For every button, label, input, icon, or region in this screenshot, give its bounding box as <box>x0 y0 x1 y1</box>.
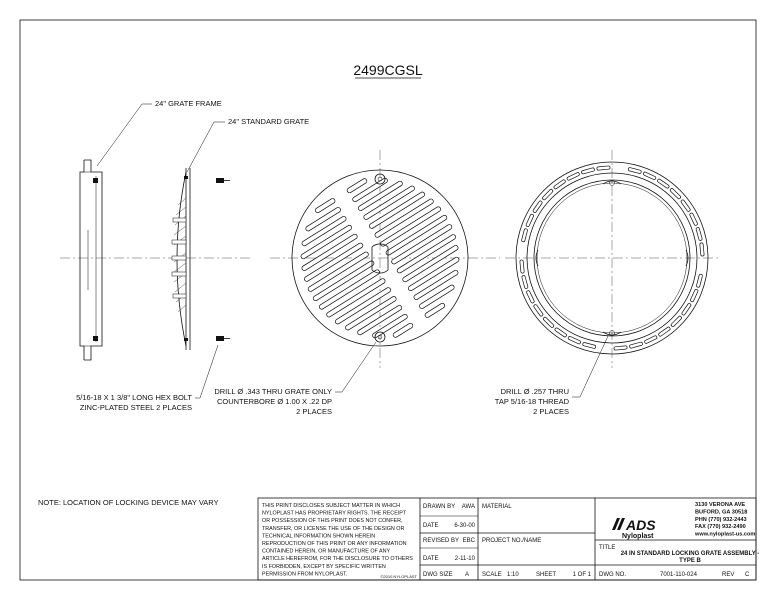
grate-slot <box>361 184 400 209</box>
svg-text:7001-110-024: 7001-110-024 <box>660 572 697 578</box>
disclaimer-line: CONTAINED HEREIN, OR MANUFACTURE OF ANY <box>262 548 391 555</box>
svg-text:PROJECT NO./NAME: PROJECT NO./NAME <box>482 538 542 544</box>
svg-text:DRAWN BY: DRAWN BY <box>423 504 456 510</box>
svg-text:DWG NO.: DWG NO. <box>599 572 626 578</box>
grate-slot <box>304 219 343 244</box>
svg-text:TITLE: TITLE <box>599 545 616 551</box>
grate-slot <box>318 201 333 210</box>
address-line: 3130 VERONA AVE <box>695 502 746 508</box>
address-line: FAX (770) 932-2490 <box>695 524 746 531</box>
svg-text:24" STANDARD GRATE: 24" STANDARD GRATE <box>228 117 310 126</box>
svg-text:DWG SIZE: DWG SIZE <box>423 572 453 578</box>
company-address <box>694 502 755 538</box>
svg-text:Nyloplast: Nyloplast <box>622 533 654 540</box>
svg-text:EBC: EBC <box>462 538 475 544</box>
svg-text:DATE: DATE <box>423 523 439 529</box>
svg-text:24 IN STANDARD LOCKING GRATE A: 24 IN STANDARD LOCKING GRATE ASSEMBLY - <box>620 551 760 557</box>
drawing-title: 2499CGSL <box>353 62 423 78</box>
disclaimer-line: IS FORBIDDEN, EXCEPT BY SPECIFIC WRITTEN <box>262 563 386 570</box>
disclaimer-line: TRANSFER, OR LICENSE THE USE OF THE DESIGN OR <box>262 525 405 532</box>
callout-grate <box>187 117 309 172</box>
callout-drill-frame <box>495 336 608 416</box>
svg-text:1 OF 1: 1 OF 1 <box>572 572 591 578</box>
svg-text:2 PLACES: 2 PLACES <box>533 407 569 416</box>
svg-text:MATERIAL: MATERIAL <box>482 504 512 510</box>
svg-text:TAP 5/16-18 THREAD: TAP 5/16-18 THREAD <box>494 397 569 406</box>
callout-bolt <box>76 345 218 412</box>
svg-text:ADS: ADS <box>626 517 656 533</box>
copyright: ©2010 NYLOPLAST <box>380 574 417 579</box>
disclaimer-line: TECHNICAL INFORMATION SHOWN HEREIN <box>262 533 376 540</box>
svg-text:COUNTERBORE Ø 1.00 X .22 DP: COUNTERBORE Ø 1.00 X .22 DP <box>216 397 332 406</box>
title-block <box>258 498 759 580</box>
disclaimer-line: REPRODUCTION OF THIS PRINT OR ANY INFORMATION <box>262 541 407 547</box>
svg-text:ZINC-PLATED STEEL 2 PLACES: ZINC-PLATED STEEL 2 PLACES <box>79 403 192 412</box>
frame-slot <box>701 245 702 255</box>
grate-slot <box>360 308 399 333</box>
frame-slot <box>616 347 626 348</box>
disclaimer-text <box>262 503 413 577</box>
svg-text:DATE: DATE <box>423 556 439 562</box>
ads-logo-icon <box>612 517 656 540</box>
svg-text:DRILL Ø .343 THRU GRATE ONLY: DRILL Ø .343 THRU GRATE ONLY <box>214 387 332 396</box>
frame-side-view <box>60 160 250 360</box>
grate-slot <box>350 181 365 190</box>
frame-top-view <box>505 150 720 368</box>
svg-text:5/16-18 X 1 3/8" LONG HEX BOLT: 5/16-18 X 1 3/8" LONG HEX BOLT <box>76 393 192 402</box>
address-line: BUFORD, GA 30518 <box>695 509 748 516</box>
disclaimer-line: NYLOPLAST HAS PROPRIETARY RIGHTS. THE RECEIPT <box>262 510 407 517</box>
svg-text:AWA: AWA <box>461 504 475 510</box>
callout-drill-grate <box>214 342 376 416</box>
grate-top-view <box>270 150 500 368</box>
grate-slot <box>427 306 442 315</box>
svg-text:DRILL Ø .257 THRU: DRILL Ø .257 THRU <box>500 387 569 396</box>
svg-text:A: A <box>464 572 469 578</box>
frame-slot <box>522 262 523 272</box>
address-line: www.nyloplast-us.com <box>695 531 756 538</box>
frame-slot <box>599 168 609 169</box>
disclaimer-line: OR POSSESSION OF THIS PRINT DOES NOT CONFER, <box>262 518 403 525</box>
svg-text:2-11-10: 2-11-10 <box>454 556 475 562</box>
disclaimer-line: PERMISSION FROM NYLOPLAST. <box>262 571 348 578</box>
grate-side-view <box>172 168 190 350</box>
grate-slot <box>416 273 455 298</box>
svg-text:C: C <box>745 572 750 578</box>
svg-text:2 PLACES: 2 PLACES <box>296 407 332 416</box>
svg-text:SHEET: SHEET <box>536 572 557 578</box>
disclaimer-line: ARTICLE HEREFROM, FOR THE DISCLOSURE TO OTHERS <box>262 556 413 563</box>
disclaimer-line: THIS PRINT DISCLOSES SUBJECT MATTER IN WHICH <box>262 503 401 509</box>
locking-device-note: NOTE: LOCATION OF LOCKING DEVICE MAY VARY <box>38 498 219 507</box>
svg-text:REV: REV <box>722 572 735 578</box>
grate-slot <box>396 326 411 335</box>
svg-text:1:10: 1:10 <box>507 572 519 578</box>
svg-text:SCALE: SCALE <box>482 572 502 578</box>
svg-text:TYPE B: TYPE B <box>679 558 701 564</box>
svg-text:24" GRATE FRAME: 24" GRATE FRAME <box>155 99 222 108</box>
hex-bolt-icon <box>216 178 230 341</box>
svg-text:REVISED BY: REVISED BY <box>423 538 460 544</box>
svg-text:6-30-00: 6-30-00 <box>454 523 475 529</box>
callout-frame <box>97 99 222 166</box>
address-line: PHN (770) 932-2443 <box>695 516 747 523</box>
